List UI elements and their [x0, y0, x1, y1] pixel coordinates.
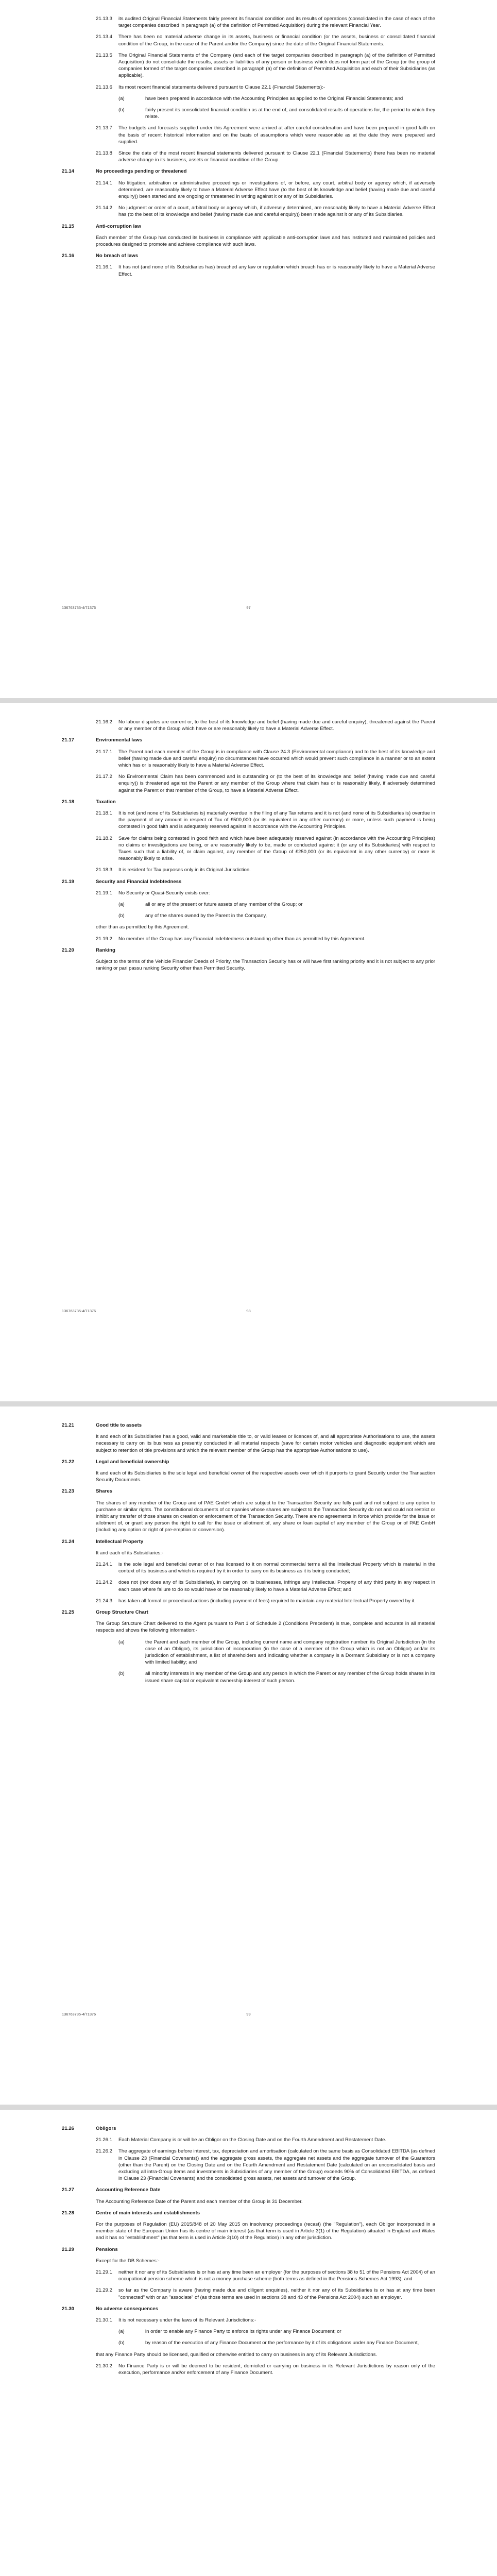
subclause-text: It has not (and none of its Subsidiaries has) breached any law or regulation which breach has or is reasonably likely to have a Material Adverse Effect.	[118, 264, 435, 277]
subclause	[96, 936, 435, 942]
subclause-text: There has been no material adverse change in its assets, business or financial condition (or the assets, business or consolidated financial condition of the Group, in the case of the Parent and/or the Company) since the date of the Original Financial Statements.	[118, 34, 435, 47]
subclause-number: 21.30.1	[96, 2317, 113, 2324]
clause-title: Accounting Reference Date	[96, 2187, 161, 2193]
subclause-text: Since the date of the most recent financial statements delivered pursuant to Clause 22.1 (Financial Statements) there has been no material adverse change in its business, assets or financial condition of the Group.	[118, 150, 435, 163]
subclause-text: No judgment or order of a court, arbitral body or agency which, if adversely determined, are reasonably likely to have a Material Adverse Effect has (to the best of its knowledge and belief (having made due and careful enquiry)) been made against it or any of its Subsidiaries.	[118, 205, 435, 218]
body-paragraph: Except for the DB Schemes:-	[96, 2258, 160, 2264]
paragraph-label: (b)	[118, 913, 125, 919]
clause-heading	[62, 1459, 435, 1465]
subclause-text: No litigation, arbitration or administrative proceedings or investigations of, or before, any court, arbitral body or agency which, if adversely determined, are reasonably likely to have a Material Adverse Effect have (to the best of its knowledge and belief (having made due and careful enquiry)) been started and are ongoing or threatened in writing against it or any of its Subsidiaries.	[118, 180, 435, 200]
clause-title: Taxation	[96, 799, 116, 805]
document-page	[0, 1406, 497, 2105]
document-page	[0, 2110, 497, 2576]
clause-heading	[62, 2210, 435, 2216]
body-paragraph: It and each of its Subsidiaries:-	[96, 1550, 164, 1556]
clause-number: 21.15	[62, 223, 75, 229]
subclause	[96, 2269, 435, 2282]
paragraph-item	[118, 95, 435, 102]
paragraph-text: any of the shares owned by the Parent in the Company,	[145, 913, 267, 919]
clause-heading	[62, 947, 435, 954]
subclause	[96, 264, 435, 277]
clause-heading	[62, 223, 435, 230]
page-number: 98	[246, 1309, 251, 1313]
subclause-number: 21.29.1	[96, 2269, 113, 2276]
subclause-text: neither it nor any of its Subsidiaries is or has at any time been an employer (for the purposes of sections 38 to 51 of the Pensions Act 2004) of an occupational pension scheme which is not a money purchase scheme (both terms as defined in the Pensions Schemes Act 1993); and	[118, 2269, 435, 2282]
subclause	[96, 180, 435, 200]
clause-number: 21.24	[62, 1538, 75, 1545]
subclause-number: 21.14.1	[96, 180, 113, 186]
subclause	[96, 890, 435, 896]
clause-heading	[62, 1488, 435, 1495]
subclause-number: 21.17.1	[96, 749, 113, 755]
subclause-text: The budgets and forecasts supplied under this Agreement were arrived at after careful consideration and have been prepared in good faith on the basis of recent historical information and on the basis of assumptions which were reasonable as at the date they were prepared and supplied.	[118, 125, 435, 145]
paragraph-item	[118, 1639, 435, 1666]
clause-title: Security and Financial Indebtedness	[96, 878, 182, 885]
body-paragraph: It and each of its Subsidiaries is the sole legal and beneficial owner of the respective assets over which it purports to grant Security under the Transaction Security Documents.	[96, 1470, 435, 1483]
subclause-text: No Environmental Claim has been commenced and is outstanding or (to the best of its knowledge and belief (having made due and careful enquiry)) is threatened against the Parent or any member of the Group where that claim has or is reasonably likely, if adversely determined against the Parent or that member of the Group, to have a Material Adverse Effect.	[118, 774, 435, 793]
document-page	[0, 703, 497, 1401]
subclause-number: 21.18.3	[96, 867, 113, 873]
clause-number: 21.18	[62, 799, 75, 805]
clause-title: Anti-corruption law	[96, 223, 141, 229]
clause-number: 21.27	[62, 2187, 75, 2193]
page-content	[62, 2125, 435, 2381]
paragraph-label: (b)	[118, 2340, 125, 2346]
subclause	[96, 2317, 435, 2324]
clause-heading	[62, 252, 435, 259]
subclause-number: 21.26.2	[96, 2148, 113, 2155]
subclause-number: 21.24.2	[96, 1580, 113, 1586]
clause-number: 21.17	[62, 737, 75, 743]
paragraph-item	[118, 901, 435, 908]
clause-heading	[62, 2306, 435, 2312]
body-paragraph: For the purposes of Regulation (EU) 2015/848 of 20 May 2015 on insolvency proceedings (recast) (the "Regulation"), each Obligor incorporated in a member state of the European Union has its centre of main interest (as that term is used in Article 3(1) of the Regulation) situated in England and Wales and it has no "establishment" (as that term is used in Article 2(10) of the Regulation) in any other jurisdiction.	[96, 2222, 435, 2241]
paragraph-item	[118, 2340, 435, 2346]
subclause	[96, 2363, 435, 2376]
clause-title: No breach of laws	[96, 253, 139, 259]
body-paragraph: Subject to the terms of the Vehicle Financier Deeds of Priority, the Transaction Security has or will have first ranking priority and it is not subject to any prior ranking or pari passu ranking Security other than Permitted Security.	[96, 959, 435, 972]
subclause	[96, 810, 435, 831]
clause-heading	[62, 1538, 435, 1545]
subclause-text: does not (nor does any of its Subsidiaries), in carrying on its businesses, infringe any Intellectual Property of any third party in any respect in each case where failure to do so would have or be reasonably likely to have a Material Adverse Effect; and	[118, 1580, 435, 1592]
subclause-number: 21.24.1	[96, 1562, 113, 1568]
subclause-number: 21.13.7	[96, 125, 113, 131]
clause-title: Environmental laws	[96, 737, 143, 743]
clause-title: Good title to assets	[96, 1422, 142, 1428]
subclause	[96, 1561, 435, 1574]
subclause-number: 21.13.5	[96, 52, 113, 58]
subclause-number: 21.13.4	[96, 34, 113, 40]
clause-number: 21.14	[62, 168, 75, 175]
clause-title: Centre of main interests and establishments	[96, 2210, 200, 2216]
subclause	[96, 867, 435, 873]
clause-heading	[62, 2246, 435, 2253]
clause-number: 21.19	[62, 878, 75, 885]
subclause	[96, 2287, 435, 2300]
subclause	[96, 773, 435, 794]
subclause-number: 21.16.1	[96, 264, 113, 270]
subclause	[96, 84, 435, 91]
subclause-number: 21.13.8	[96, 150, 113, 157]
paragraph-text: all minority interests in any member of the Group and any person in which the Parent or any member of the Group holds shares in its issued share capital or equivalent ownership interest of such person.	[145, 1671, 435, 1684]
clause-number: 21.20	[62, 947, 75, 953]
subclause-number: 21.14.2	[96, 205, 113, 211]
subclause	[96, 749, 435, 769]
subclause	[96, 33, 435, 47]
subclause	[96, 15, 435, 29]
subclause-number: 21.13.3	[96, 16, 113, 22]
subclause-text: It is not necessary under the laws of its Relevant Jurisdictions:-	[118, 2317, 256, 2324]
body-paragraph: Each member of the Group has conducted its business in compliance with applicable anti-corruption laws and has instituted and maintained policies and procedures designed to promote and achieve compliance with such laws.	[96, 234, 435, 248]
paragraph-label: (a)	[118, 95, 125, 101]
document-reference: 136763735-4/71376	[62, 605, 96, 610]
subclause-number: 21.18.1	[96, 810, 113, 817]
clause-heading	[62, 799, 435, 805]
clause-heading	[62, 2187, 435, 2193]
paragraph-text: the Parent and each member of the Group, including current name and company registration number, its Original Jurisdiction (in the case of an Obligor), its jurisdiction of incorporation (in the case of a member of the Group which is not an Obligor) and/or its jurisdiction of establishment, a list of shareholders and indicating whether a company is a Dormant Subsidiary or is not a company with limited liability; and	[145, 1639, 435, 1666]
paragraph-text: fairly present its consolidated financial condition as at the end of, and consolidated results of operations for, the period to which they relate.	[145, 107, 435, 120]
body-paragraph: other than as permitted by this Agreement.	[96, 924, 189, 930]
subclause-text: It is resident for Tax purposes only in its Original Jurisdiction.	[118, 867, 251, 873]
subclause	[96, 835, 435, 862]
paragraph-text: all or any of the present or future assets of any member of the Group; or	[145, 902, 303, 908]
clause-heading	[62, 168, 435, 175]
clause-number: 21.23	[62, 1488, 75, 1495]
paragraph-label: (b)	[118, 1671, 125, 1677]
subclause-text: The Parent and each member of the Group is in compliance with Clause 24.3 (Environmental compliance) and to the best of its knowledge and belief (having made due and careful enquiry) no circumstances have occurred which would prevent such compliance in a manner or to an extent which has or is reasonably likely to have a Material Adverse Effect.	[118, 749, 435, 769]
subclause-text: It is not (and none of its Subsidiaries is) materially overdue in the filing of any Tax returns and it is not (and none of its Subsidiaries is) overdue in the payment of any amount in respect of Tax of £500,000 (or its equivalent in any other currency) or more, unless such payment is being contested in good faith and is adequately reserved against in accordance with the Accounting Principles.	[118, 810, 435, 830]
page-number: 97	[246, 605, 251, 610]
page-number: 99	[246, 2012, 251, 2016]
document-page	[0, 0, 497, 698]
paragraph-text: in order to enable any Finance Party to enforce its rights under any Finance Document; or	[145, 2329, 341, 2335]
subclause-text: its audited Original Financial Statements fairly present its financial condition and its results of operations (consolidated in the case of each of the target companies described in paragraph (a) of the definition of Permitted Acquisition) during the relevant Financial Year.	[118, 16, 435, 29]
subclause	[96, 2148, 435, 2182]
subclause-number: 21.18.2	[96, 835, 113, 841]
clause-title: Legal and beneficial ownership	[96, 1459, 169, 1465]
subclause-number: 21.17.2	[96, 774, 113, 780]
clause-title: Obligors	[96, 2126, 116, 2131]
subclause	[96, 2137, 435, 2143]
clause-title: Group Structure Chart	[96, 1609, 148, 1616]
clause-number: 21.26	[62, 2126, 75, 2131]
subclause-text: has taken all formal or procedural actions (including payment of fees) required to maintain any material Intellectual Property owned by it.	[118, 1598, 416, 1604]
subclause-text: Its most recent financial statements delivered pursuant to Clause 22.1 (Financial Statements):-	[118, 84, 325, 90]
paragraph-item	[118, 1670, 435, 1684]
subclause-number: 21.26.1	[96, 2137, 113, 2143]
subclause-number: 21.29.2	[96, 2287, 113, 2294]
clause-number: 21.29	[62, 2246, 75, 2252]
document-reference: 136763735-4/71376	[62, 2012, 96, 2016]
clause-heading	[62, 878, 435, 885]
clause-number: 21.30	[62, 2306, 75, 2312]
clause-number: 21.25	[62, 1609, 75, 1616]
paragraph-label: (b)	[118, 107, 125, 113]
subclause	[96, 52, 435, 79]
clause-number: 21.22	[62, 1459, 75, 1465]
subclause-text: so far as the Company is aware (having made due and diligent enquiries), neither it nor any of its Subsidiaries is or has at any time been "connected" with or an "associate" of (as those terms are used in sections 38 and 43 of the Pensions Act 2004) such an employer.	[118, 2287, 435, 2300]
paragraph-label: (a)	[118, 2329, 125, 2335]
subclause-number: 21.19.1	[96, 890, 113, 896]
subclause-text: No Security or Quasi-Security exists over:	[118, 890, 210, 896]
subclause-number: 21.13.6	[96, 84, 113, 90]
page-content	[62, 1422, 435, 1689]
paragraph-item	[118, 912, 435, 919]
clause-title: Intellectual Property	[96, 1538, 144, 1545]
subclause-text: The aggregate of earnings before interest, tax, depreciation and amortisation (calculated on the same basis as Consolidated EBITDA (as defined in Clause 23 (Financial Covenants)) and the aggregate gross assets, the aggregate net assets and the aggregate turnover of the Guarantors (other than the Parent) on the Closing Date and on the Fourth Amendment and Restatement Date (calculated on an unconsolidated basis and excluding all intra-Group items and investments in Subsidiaries of any member of the Group) exceeds 90% of Consolidated EBITDA, as defined in Clause 23 (Financial Covenants) and the consolidated gross assets, net assets and turnover of the Group.	[118, 2148, 435, 2182]
clause-heading	[62, 737, 435, 743]
body-paragraph: The shares of any member of the Group and of PAE GmbH which are subject to the Transaction Security are fully paid and not subject to any option to purchase or similar rights. The constitutional documents of companies whose shares are subject to the Transaction Security do not and could not restrict or inhibit any transfer of those shares on creation or enforcement of the Transaction Security. There are no agreements in force which provide for the issue or allotment of, or grant any person the right to call for the issue or allotment of, any share or loan capital of any member of the Group or of PAE GmbH (including any option or right of pre-emption or conversion).	[96, 1500, 435, 1533]
document-reference: 136763735-4/71376	[62, 1309, 96, 1313]
clause-number: 21.21	[62, 1422, 75, 1428]
subclause-number: 21.16.2	[96, 719, 113, 725]
clause-heading	[62, 1422, 435, 1429]
paragraph-item	[118, 2328, 435, 2335]
subclause-text: The Original Financial Statements of the Company (and each of the target companies described in paragraph (a) of the definition of Permitted Acquisition) do not consolidate the results, assets or liabilities of any person or business which does not form part of the Group (or the group of companies formed of the target companies described in paragraph (a) of the definition of Permitted Acquisition and each of their Subsidiaries (as applicable).	[118, 52, 435, 79]
subclause-text: Save for claims being contested in good faith and which have been adequately reserved against (in accordance with the Accounting Principles) no claims or investigations are being, or are reasonably likely to be, made or conducted against it (or any of its Subsidiaries) with respect to Taxes such that a liability of, or claim against, any member of the Group of £250,000 (or its equivalent in any other currency) or more is reasonably likely to arise.	[118, 835, 435, 862]
subclause-text: No Finance Party is or will be deemed to be resident, domiciled or carrying on business in its Relevant Jurisdictions by reason only of the execution, performance and/or enforcement of any Finance Document.	[118, 2363, 435, 2376]
body-paragraph: that any Finance Party should be licensed, qualified or otherwise entitled to carry on business in any of its Relevant Jurisdictions.	[96, 2351, 378, 2358]
clause-heading	[62, 1609, 435, 1616]
subclause	[96, 125, 435, 145]
page-content	[62, 15, 435, 282]
subclause	[96, 1579, 435, 1592]
clause-heading	[62, 2125, 435, 2132]
body-paragraph: The Accounting Reference Date of the Parent and each member of the Group is 31 December.	[96, 2198, 303, 2205]
paragraph-text: by reason of the execution of any Finance Document or the performance by it of its obligations under any Finance Document,	[145, 2340, 419, 2346]
clause-title: No proceedings pending or threatened	[96, 168, 187, 175]
clause-title: No adverse consequences	[96, 2306, 159, 2312]
subclause-text: No labour disputes are current or, to the best of its knowledge and belief (having made due and careful enquiry), threatened against the Parent or any member of the Group which have or are reasonably likely to have a Material Adverse Effect.	[118, 719, 435, 732]
subclause	[96, 719, 435, 732]
paragraph-label: (a)	[118, 1639, 125, 1645]
clause-number: 21.16	[62, 253, 75, 259]
subclause	[96, 205, 435, 218]
paragraph-item	[118, 107, 435, 120]
page-content	[62, 719, 435, 976]
clause-title: Shares	[96, 1488, 112, 1495]
subclause-text: is the sole legal and beneficial owner of or has licensed to it on normal commercial terms all the Intellectual Property which is material in the context of its business and which is required by it in order to carry on its business as it is being conducted;	[118, 1562, 435, 1574]
subclause	[96, 150, 435, 163]
paragraph-text: have been prepared in accordance with the Accounting Principles as applied to the Original Financial Statements; and	[145, 95, 403, 101]
subclause-number: 21.30.2	[96, 2363, 113, 2369]
subclause-number: 21.24.3	[96, 1598, 113, 1604]
subclause-text: No member of the Group has any Financial Indebtedness outstanding other than as permitted by this Agreement.	[118, 936, 366, 942]
body-paragraph: The Group Structure Chart delivered to the Agent pursuant to Part 1 of Schedule 2 (Conditions Precedent) is true, complete and accurate in all material respects and shows the following information:-	[96, 1621, 435, 1634]
clause-title: Ranking	[96, 947, 115, 953]
body-paragraph: It and each of its Subsidiaries has a good, valid and marketable title to, or valid leases or licences of, and all appropriate Authorisations to use, the assets necessary to carry on its business as presently conducted in all material respects (save for certain motor vehicles and diagnostic equipment which are subject to retention of title provisions and which the relevant member of the Group has the appropriate Authorisations to use).	[96, 1434, 435, 1453]
clause-number: 21.28	[62, 2210, 75, 2216]
clause-title: Pensions	[96, 2246, 118, 2252]
subclause-number: 21.19.2	[96, 936, 113, 942]
subclause	[96, 1598, 435, 1604]
subclause-text: Each Material Company is or will be an Obligor on the Closing Date and on the Fourth Amendment and Restatement Date.	[118, 2137, 386, 2143]
paragraph-label: (a)	[118, 902, 125, 908]
